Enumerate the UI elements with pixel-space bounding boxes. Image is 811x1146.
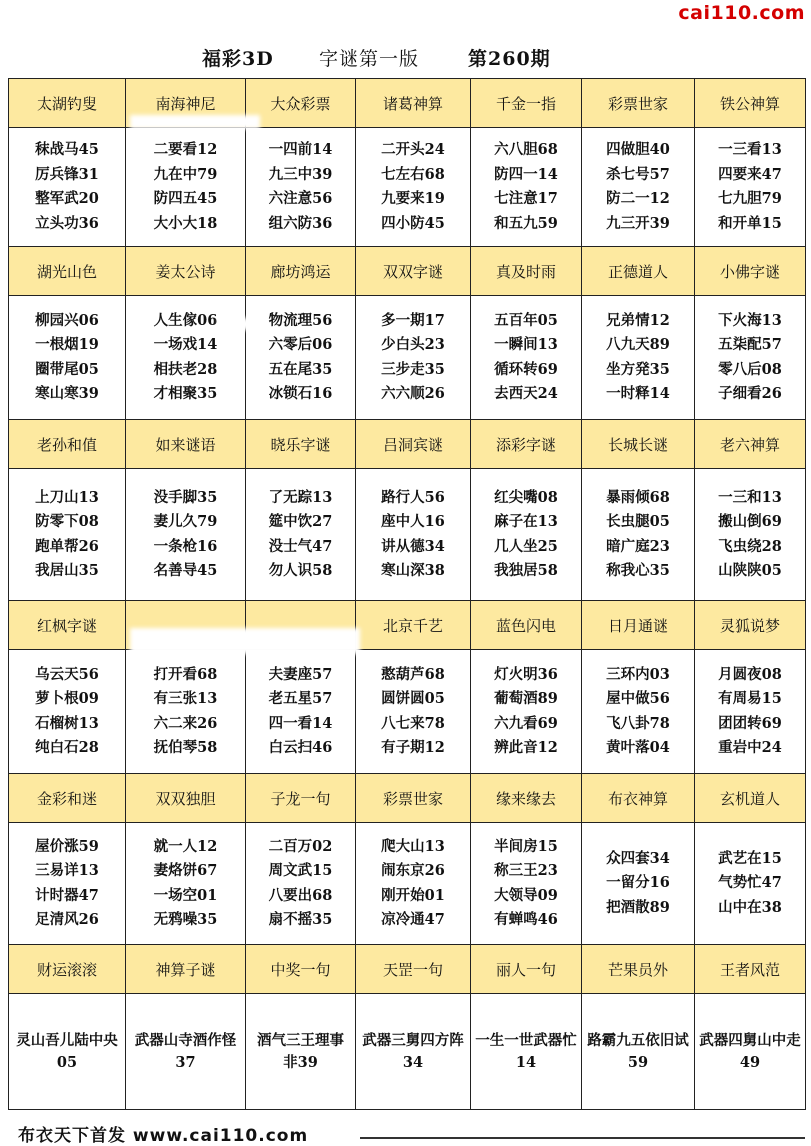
riddle-line: 乌云天56 [35,665,99,683]
column-header: 中奖一句 [246,945,356,994]
riddle-line: 一三看13 [718,141,782,158]
riddle-line: 飞虫绕28 [718,537,782,555]
riddle-line: 多一期17 [381,311,445,329]
riddle-line: 八九天89 [606,336,670,353]
riddle-line: 武器三舅四方 [362,1031,450,1049]
riddle-line: 几人坐25 [494,537,558,555]
riddle-line: 才相聚35 [153,385,218,402]
riddle-line: 妻烙饼67 [153,862,218,879]
column-header: 太湖钓叟 [9,79,126,128]
riddle-line: 名善导45 [153,562,218,579]
column-header: 金彩和迷 [9,774,126,823]
riddle-line: 去西天24 [494,385,558,402]
riddle-line: 寒山寒39 [35,385,99,402]
site-logo[interactable]: cai110.com [678,2,805,24]
riddle-line: 我居山35 [35,562,99,579]
riddle-line: 月圆夜08 [718,665,782,683]
riddle-line: 六注意56 [268,190,333,207]
redacted-mask [130,628,360,654]
riddle-line: 四小防45 [381,214,445,232]
riddle-line: 子细看26 [718,385,782,402]
riddle-line: 相扶老28 [153,360,218,378]
riddle-line: 刚开始01 [381,886,445,904]
column-header: 日月通谜 [582,601,695,650]
riddle-cell [356,823,471,945]
column-header: 王者风范 [695,945,806,994]
riddle-line: 长虫腿05 [606,513,670,530]
column-header: 神算子谜 [126,945,246,994]
riddle-line: 白云扫46 [268,739,333,756]
riddle-line: 兄弟情12 [606,311,670,329]
riddle-line: 厉兵锋31 [35,165,99,183]
riddle-cell [356,650,471,774]
riddle-line: 灵山吾儿陆中 [16,1031,104,1049]
header-row [9,774,806,823]
riddle-line: 非39 [283,1053,318,1071]
column-header: 老孙和值 [9,420,126,469]
riddle-cell [471,296,582,420]
column-header: 玄机道人 [695,774,806,823]
title-issue: 第260期 [468,48,551,70]
title-lottery: 福彩3D [202,48,274,70]
riddle-line: 一三和13 [718,488,782,506]
riddle-line: 武艺在15 [718,849,782,867]
riddle-line: 一时释14 [606,385,670,402]
riddle-cell [246,296,356,420]
riddle-line: 一条枪16 [153,537,218,555]
riddle-cell [356,296,471,420]
riddle-cell [582,128,695,247]
riddle-table [8,78,806,1110]
column-header: 吕洞宾谜 [356,420,471,469]
riddle-line: 没手脚35 [153,488,218,506]
riddle-line: 团团转69 [718,714,782,732]
riddle-cell [695,296,806,420]
riddle-line: 一留分16 [606,874,670,892]
column-header: 小佛字谜 [695,247,806,296]
riddle-line: 武器山寺酒作 [134,1031,222,1049]
riddle-cell [582,650,695,774]
redacted-mask [130,115,260,129]
riddle-line: 无鸦噪35 [153,911,218,928]
column-header: 大众彩票 [246,79,356,128]
riddle-line: 试59 [627,1031,689,1071]
riddle-line: 和五九59 [494,214,558,232]
riddle-line: 循环转69 [494,360,558,378]
column-header: 姜太公诗 [126,247,246,296]
riddle-row [9,128,806,247]
riddle-line: 座中人16 [381,513,445,530]
riddle-line: 六零后06 [268,336,333,353]
riddle-line: 就一人12 [153,837,218,855]
riddle-line: 防四一14 [494,165,558,183]
riddle-line: 组六防36 [268,214,333,232]
riddle-line: 六二来26 [153,714,218,732]
riddle-line: 圆饼圆05 [381,690,445,707]
riddle-line: 讲从德34 [381,537,445,555]
column-header: 真及时雨 [471,247,582,296]
column-header: 长城长谜 [582,420,695,469]
riddle-cell [582,296,695,420]
riddle-cell [9,823,126,945]
riddle-line: 纯白石28 [35,739,99,756]
riddle-cell [126,994,246,1110]
riddle-line: 防零下08 [35,513,99,530]
riddle-line: 屋价涨59 [35,837,99,855]
riddle-cell [126,128,246,247]
riddle-line: 和开单15 [718,214,782,232]
riddle-cell [582,469,695,601]
riddle-cell [9,469,126,601]
riddle-line: 阵34 [402,1031,464,1071]
riddle-line: 扇不摇35 [268,911,333,928]
riddle-line: 一场戏14 [153,336,218,353]
riddle-line: 闹东京26 [381,862,445,879]
riddle-line: 灯火明36 [494,665,558,683]
column-header: 布衣神算 [582,774,695,823]
column-header: 双双字谜 [356,247,471,296]
riddle-cell [471,469,582,601]
riddle-line: 九在中79 [153,165,218,183]
riddle-line: 五柒配57 [718,336,782,353]
footer-divider [360,1137,805,1139]
riddle-line: 央05 [56,1031,118,1071]
riddle-line: 四做胆40 [606,141,670,158]
riddle-row [9,469,806,601]
riddle-line: 忙14 [515,1031,577,1071]
riddle-line: 称三王23 [494,862,558,879]
riddle-line: 寒山深38 [381,562,445,579]
riddle-line: 有蝉鸣46 [494,911,558,928]
column-header: 蓝色闪电 [471,601,582,650]
riddle-row [9,823,806,945]
riddle-line: 四要来47 [718,165,782,183]
riddle-line: 坐方発35 [606,360,670,378]
column-header: 晓乐字谜 [246,420,356,469]
column-header: 如来谜语 [126,420,246,469]
riddle-cell [471,128,582,247]
header-row [9,79,806,128]
riddle-line: 有子期12 [381,739,445,756]
riddle-line: 有三张13 [153,690,218,707]
riddle-cell [695,823,806,945]
riddle-line: 五百年05 [494,311,558,329]
riddle-line: 一瞬间13 [494,336,558,353]
riddle-cell [126,650,246,774]
column-header: 正德道人 [582,247,695,296]
riddle-line: 路行人56 [381,488,445,506]
column-header: 添彩字谜 [471,420,582,469]
column-header: 廊坊鸿运 [246,247,356,296]
riddle-row [9,650,806,774]
riddle-cell [695,469,806,601]
riddle-line: 三易详13 [35,862,99,879]
riddle-line: 勿人识58 [268,562,333,579]
riddle-line: 众四套34 [606,849,670,867]
riddle-cell [695,650,806,774]
riddle-line: 防二一12 [606,190,670,207]
riddle-line: 黄叶落04 [606,739,670,756]
riddle-line: 秣战马45 [35,141,99,158]
riddle-line: 爬大山13 [381,837,445,855]
riddle-line: 杀七号57 [606,165,670,183]
riddle-line: 称我心35 [606,562,670,579]
riddle-cell [246,469,356,601]
riddle-line: 飞八卦78 [606,714,670,732]
column-header: 天罡一句 [356,945,471,994]
riddle-line: 没士气47 [268,537,333,555]
riddle-line: 二开头24 [381,141,445,158]
header-row [9,601,806,650]
riddle-line: 立头功36 [35,214,99,232]
riddle-line: 筵中饮27 [268,513,333,530]
column-header: 财运滚滚 [9,945,126,994]
riddle-line: 九三开39 [606,214,670,232]
riddle-line: 九要来19 [381,190,445,207]
riddle-line: 五在尾35 [268,360,333,378]
riddle-line: 人生傢06 [153,311,218,329]
riddle-line: 怪37 [175,1031,237,1071]
riddle-line: 有周易15 [718,690,782,707]
title-edition: 字谜第一版 [319,48,420,70]
riddle-line: 一根烟19 [35,336,99,353]
riddle-cell [582,823,695,945]
riddle-cell [246,994,356,1110]
column-header: 缘来缘去 [471,774,582,823]
riddle-line: 走49 [739,1031,801,1071]
riddle-line: 下火海13 [718,311,782,329]
riddle-cell [9,296,126,420]
riddle-line: 抚伯琴58 [153,739,218,756]
riddle-line: 防四五45 [153,190,218,207]
riddle-line: 暴雨倾68 [606,488,670,506]
column-header: 丽人一句 [471,945,582,994]
column-header: 彩票世家 [582,79,695,128]
riddle-line: 一场空01 [153,886,218,904]
riddle-line: 了无踪13 [268,488,333,506]
riddle-line: 把酒散89 [606,898,670,916]
riddle-line: 一生一世武器 [475,1031,563,1049]
header-row [9,945,806,994]
header-row [9,247,806,296]
riddle-cell [356,469,471,601]
riddle-line: 麻子在13 [494,513,558,530]
riddle-line: 路霸九五依旧 [587,1031,675,1049]
riddle-line: 七左右68 [381,165,445,183]
riddle-line: 老五星57 [268,690,333,707]
column-header: 彩票世家 [356,774,471,823]
redacted-mask [218,318,258,330]
riddle-cell [582,994,695,1110]
riddle-cell [126,823,246,945]
riddle-line: 辨此音12 [494,739,558,756]
riddle-line: 七九胆79 [718,190,782,207]
riddle-row [9,994,806,1110]
riddle-cell [9,128,126,247]
riddle-line: 足清风26 [35,911,99,928]
riddle-cell [356,128,471,247]
riddle-line: 少白头23 [381,336,445,353]
riddle-cell [695,994,806,1110]
riddle-line: 我独居58 [494,562,558,579]
riddle-cell [9,994,126,1110]
riddle-line: 山中在38 [718,898,782,916]
riddle-line: 冰锁石16 [268,385,333,402]
column-header: 铁公神算 [695,79,806,128]
riddle-line: 红尖嘴08 [494,488,558,506]
riddle-cell [126,296,246,420]
column-header: 老六神算 [695,420,806,469]
riddle-line: 打开看68 [153,665,218,683]
riddle-line: 零八后08 [718,360,782,378]
riddle-line: 二要看12 [153,141,218,158]
riddle-line: 酒气三王理事 [257,1031,344,1049]
riddle-line: 计时器47 [35,886,99,904]
riddle-line: 六九看69 [494,714,558,732]
riddle-line: 三环内03 [606,665,670,683]
riddle-line: 搬山倒69 [718,513,782,530]
riddle-line: 萝卜根09 [35,690,99,707]
riddle-line: 上刀山13 [35,488,99,506]
riddle-cell [246,823,356,945]
riddle-line: 整军武20 [35,190,99,207]
riddle-row [9,296,806,420]
riddle-line: 屋中做56 [606,690,670,707]
riddle-line: 跑单帮26 [35,537,99,555]
riddle-line: 夫妻座57 [268,665,333,683]
riddle-line: 大小大18 [153,214,218,232]
riddle-line: 一四前14 [268,141,333,158]
column-header: 诸葛神算 [356,79,471,128]
riddle-line: 八七来78 [381,714,445,732]
riddle-line: 九三中39 [268,165,333,183]
riddle-line: 山陕陕05 [718,562,782,579]
riddle-line: 葡萄酒89 [494,690,558,707]
riddle-line: 八要出68 [268,886,333,904]
riddle-line: 大领导09 [494,886,558,904]
riddle-line: 憨葫芦68 [381,665,445,683]
footer-source: 布衣天下首发 www.cai110.com [18,1126,309,1146]
riddle-cell [246,650,356,774]
riddle-line: 物流理56 [268,311,333,329]
header-row [9,420,806,469]
column-header: 芒果员外 [582,945,695,994]
column-header: 子龙一句 [246,774,356,823]
riddle-cell [126,469,246,601]
riddle-line: 圈带尾05 [35,360,99,378]
riddle-cell [246,128,356,247]
riddle-line: 周文武15 [268,862,333,879]
riddle-cell [356,994,471,1110]
riddle-line: 七注意17 [494,190,558,207]
column-header: 千金一指 [471,79,582,128]
riddle-cell [695,128,806,247]
column-header: 湖光山色 [9,247,126,296]
riddle-line: 气势忙47 [718,874,782,892]
column-header: 红枫字谜 [9,601,126,650]
riddle-cell [9,650,126,774]
riddle-line: 妻儿久79 [153,513,218,530]
riddle-line: 二百万02 [268,837,333,855]
riddle-line: 三步走35 [381,360,445,378]
riddle-line: 重岩中24 [718,739,782,756]
riddle-line: 半间房15 [494,837,558,855]
riddle-cell [471,650,582,774]
riddle-line: 六六顺26 [381,385,445,402]
column-header: 南海神尼 [126,79,246,128]
riddle-line: 凉冷通47 [381,911,445,928]
column-header: 灵狐说梦 [695,601,806,650]
riddle-line: 柳园兴06 [35,311,99,329]
riddle-line: 六八胆68 [494,141,558,158]
riddle-line: 四一看14 [268,714,333,732]
riddle-cell [471,823,582,945]
page-title [8,44,803,78]
column-header: 北京千艺 [356,601,471,650]
riddle-line: 暗广庭23 [606,537,670,555]
riddle-line: 武器四舅山中 [699,1031,787,1049]
riddle-cell [471,994,582,1110]
column-header: 双双独胆 [126,774,246,823]
riddle-line: 石榴树13 [35,714,99,732]
